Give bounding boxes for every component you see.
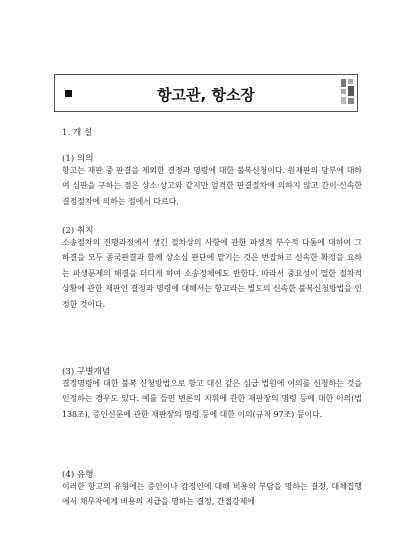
subheading-types: (4) 유형 bbox=[62, 470, 94, 480]
paragraph-types: 이러한 항고의 유형에는 증인이나 감정인에 대해 비용의 부담을 명하는 결정, 대체집행에서 채무자에게 비용의 지급을 명하는 결정, 간접강제에 bbox=[62, 482, 362, 507]
page-title: 항고관, 항소장 bbox=[157, 86, 255, 104]
title-box bbox=[54, 74, 358, 112]
paragraph-distinction: 결정명령에 대한 불복 신청방법으로 항고 대신 같은 심급 법원에 이의를 신청하는 것을 인정하는 경우도 있다. 예를 들면 변론의 지휘에 관한 재판장의 명령 등에 대한 이의(법 138조), 증인신문에 관한 재판장의 명령 등에 대한 이의(규칙 97조) 등이다. bbox=[62, 379, 362, 419]
section-heading: 1. 개 설 bbox=[62, 128, 93, 138]
paragraph-purpose: 소송절차의 진행과정에서 생긴 절차상의 사항에 관한 파생적 부수적 다툼에 대하여 그 하결을 모두 종국판결과 함께 상소심 판단에 맡기는 것은 번잡하고 신속한 확정을 요하는 파생문제의 해결을 더디게 하여 소송정체에도 반한다. 따라서 중요성이 떨한 절차적 상황에 관한 재판인 결정과 명령에 대해서는 항고라는 별도의 신속한 불복신청방법을 인정한 것이다. bbox=[62, 238, 362, 309]
subheading-meaning: (1) 의의 bbox=[62, 154, 94, 164]
decorative-blocks-icon bbox=[341, 79, 357, 105]
paragraph-meaning: 항고는 재판 중 판결을 제외한 결정과 명령에 대한 불복신청이다. 원재판의 당부에 대하여 심판을 구하는 점은 상소·상고와 같지만 엄격한 판결절차에 의하지 않고 간이·신속한 결정절차에 의하는 점에서 다르다. bbox=[62, 166, 362, 206]
subheading-distinction: (3) 구별개념 bbox=[62, 367, 111, 377]
subheading-purpose: (2) 취지 bbox=[62, 226, 94, 236]
